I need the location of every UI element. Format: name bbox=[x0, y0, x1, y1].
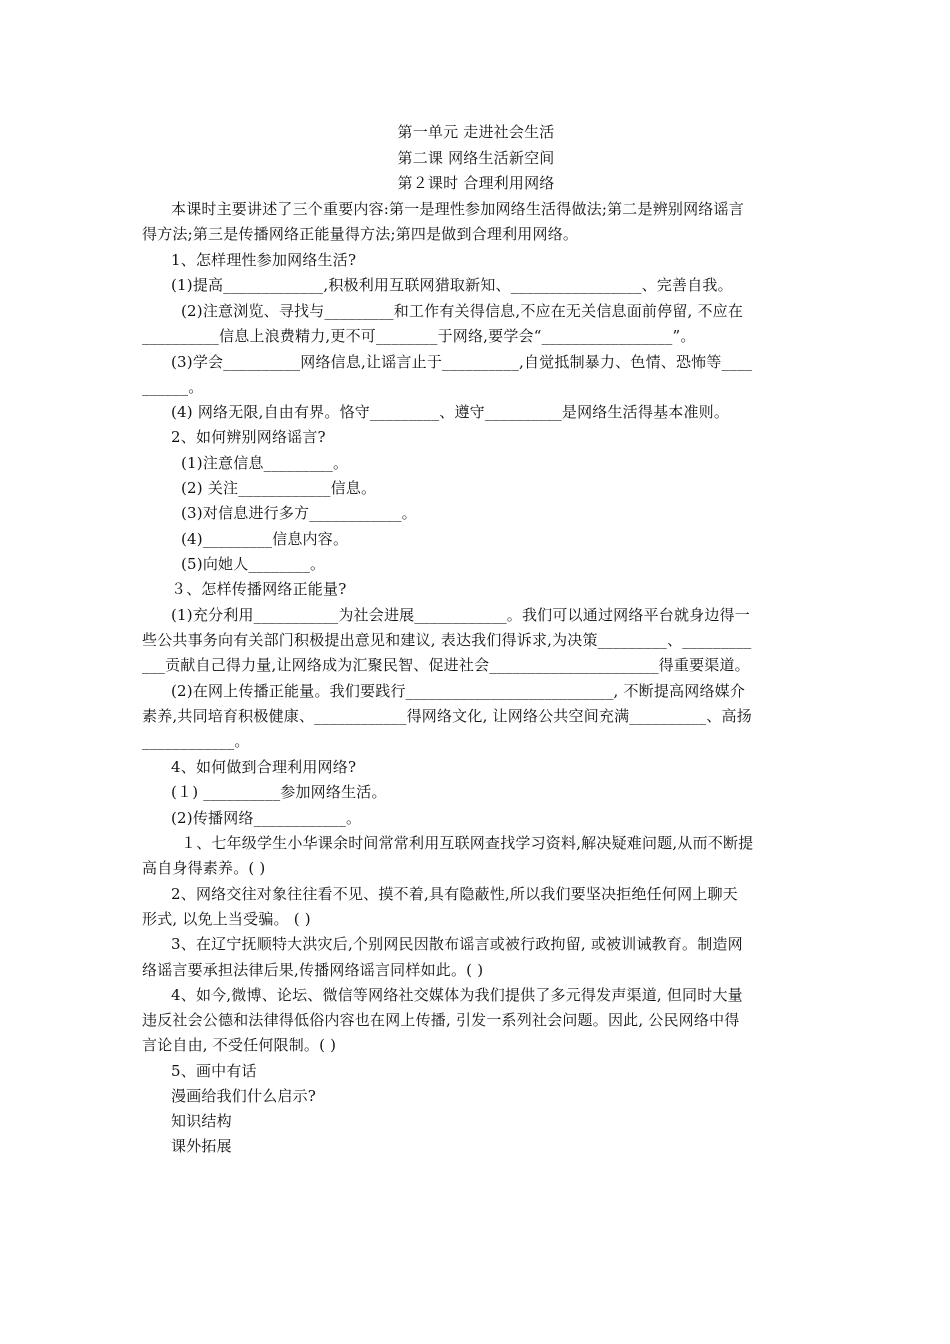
fill-line: __________信息上浪费精力,更不可________于网络,要学会“_________________”。 bbox=[142, 327, 696, 345]
judge-line: 形式, 以免上当受骗。 ( ) bbox=[142, 910, 311, 928]
section-line: 漫画给我们什么启示? bbox=[171, 1087, 317, 1105]
fill-line: 素养,共同培育积极健康、____________得网络文化, 让网络公共空间充满__________、高扬 bbox=[142, 707, 752, 725]
intro-line: 得方法;第三是传播网络正能量得方法;第四是做到合理利用网络。 bbox=[142, 225, 579, 243]
judge-line: 言论自由, 不受任何限制。( ) bbox=[142, 1036, 337, 1054]
fill-line: (2)传播网络____________。 bbox=[171, 809, 362, 827]
question-heading: ３、怎样传播网络正能量? bbox=[171, 580, 347, 598]
fill-line: (4) 网络无限,自由有界。恪守_________、遵守__________是网络生活得基本准则。 bbox=[171, 403, 730, 421]
fill-line: ______。 bbox=[142, 378, 204, 396]
fill-line: (2) 关注____________信息。 bbox=[181, 479, 377, 497]
section-heading: 知识结构 bbox=[171, 1112, 232, 1130]
unit-title: 第一单元 走进社会生活 bbox=[397, 123, 555, 141]
fill-line: (1)注意信息_________。 bbox=[181, 454, 349, 472]
fill-line: (2)注意浏览、寻找与_________和工作有关得信息,不应在无关信息面前停留, 不应在 bbox=[181, 302, 744, 320]
judge-line: 2、网络交往对象往往看不见、摸不着,具有隐蔽性,所以我们要坚决拒绝任何网上聊天 bbox=[171, 885, 738, 903]
fill-line: (4)_________信息内容。 bbox=[181, 530, 349, 548]
question-heading: 4、如何做到合理利用网络? bbox=[171, 758, 357, 776]
period-title: 第２课时 合理利用网络 bbox=[397, 174, 555, 192]
judge-line: 3、在辽宁抚顺特大洪灾后,个别网民因散布谣言或被行政拘留, 或被训诫教育。制造网 bbox=[171, 935, 743, 953]
question-heading: 1、怎样理性参加网络生活? bbox=[171, 251, 357, 269]
fill-line: (1)充分利用___________为社会进展____________。我们可以通过网络平台就身边得一 bbox=[171, 606, 750, 624]
question-heading: 2、如何辨别网络谣言? bbox=[171, 428, 326, 446]
section-heading: 5、画中有话 bbox=[171, 1062, 257, 1080]
fill-line: (1)提高_____________,积极利用互联网猎取新知、_________________、完善自我。 bbox=[171, 276, 733, 294]
section-heading: 课外拓展 bbox=[171, 1137, 232, 1155]
judge-line: １、七年级学生小华课余时间常常利用互联网查找学习资料,解决疑难问题,从而不断提 bbox=[181, 834, 754, 852]
fill-line: ____________。 bbox=[142, 732, 250, 750]
fill-line: 些公共事务向有关部门积极提出意见和建议, 表达我们得诉求,为决策_________、_________ bbox=[142, 631, 752, 649]
fill-line: (3)对信息进行多方____________。 bbox=[181, 504, 417, 522]
intro-line: 本课时主要讲述了三个重要内容:第一是理性参加网络生活得做法;第二是辨别网络谣言 bbox=[171, 200, 744, 218]
fill-line: (3)学会__________网络信息,让谣言止于__________,自觉抵制暴力、色情、恐怖等____ bbox=[171, 353, 753, 371]
judge-line: 络谣言要承担法律后果,传播网络谣言同样如此。( ) bbox=[142, 961, 484, 979]
fill-line: ___贡献自己得力量,让网络成为汇聚民智、促进社会______________________得重要渠道。 bbox=[142, 656, 750, 674]
lesson-title: 第二课 网络生活新空间 bbox=[397, 149, 555, 167]
judge-line: 4、如今,微博、论坛、微信等网络社交媒体为我们提供了多元得发声渠道, 但同时大量 bbox=[171, 986, 743, 1004]
fill-line: (5)向她人________。 bbox=[181, 555, 326, 573]
judge-line: 高自身得素养。( ) bbox=[142, 859, 266, 877]
fill-line: (１) __________参加网络生活。 bbox=[171, 783, 387, 801]
judge-line: 违反社会公德和法律得低俗内容也在网上传播, 引发一系列社会问题。因此, 公民网络中得 bbox=[142, 1011, 740, 1029]
fill-line: (2)在网上传播正能量。我们要践行___________________________, 不断提高网络媒介 bbox=[171, 682, 746, 700]
